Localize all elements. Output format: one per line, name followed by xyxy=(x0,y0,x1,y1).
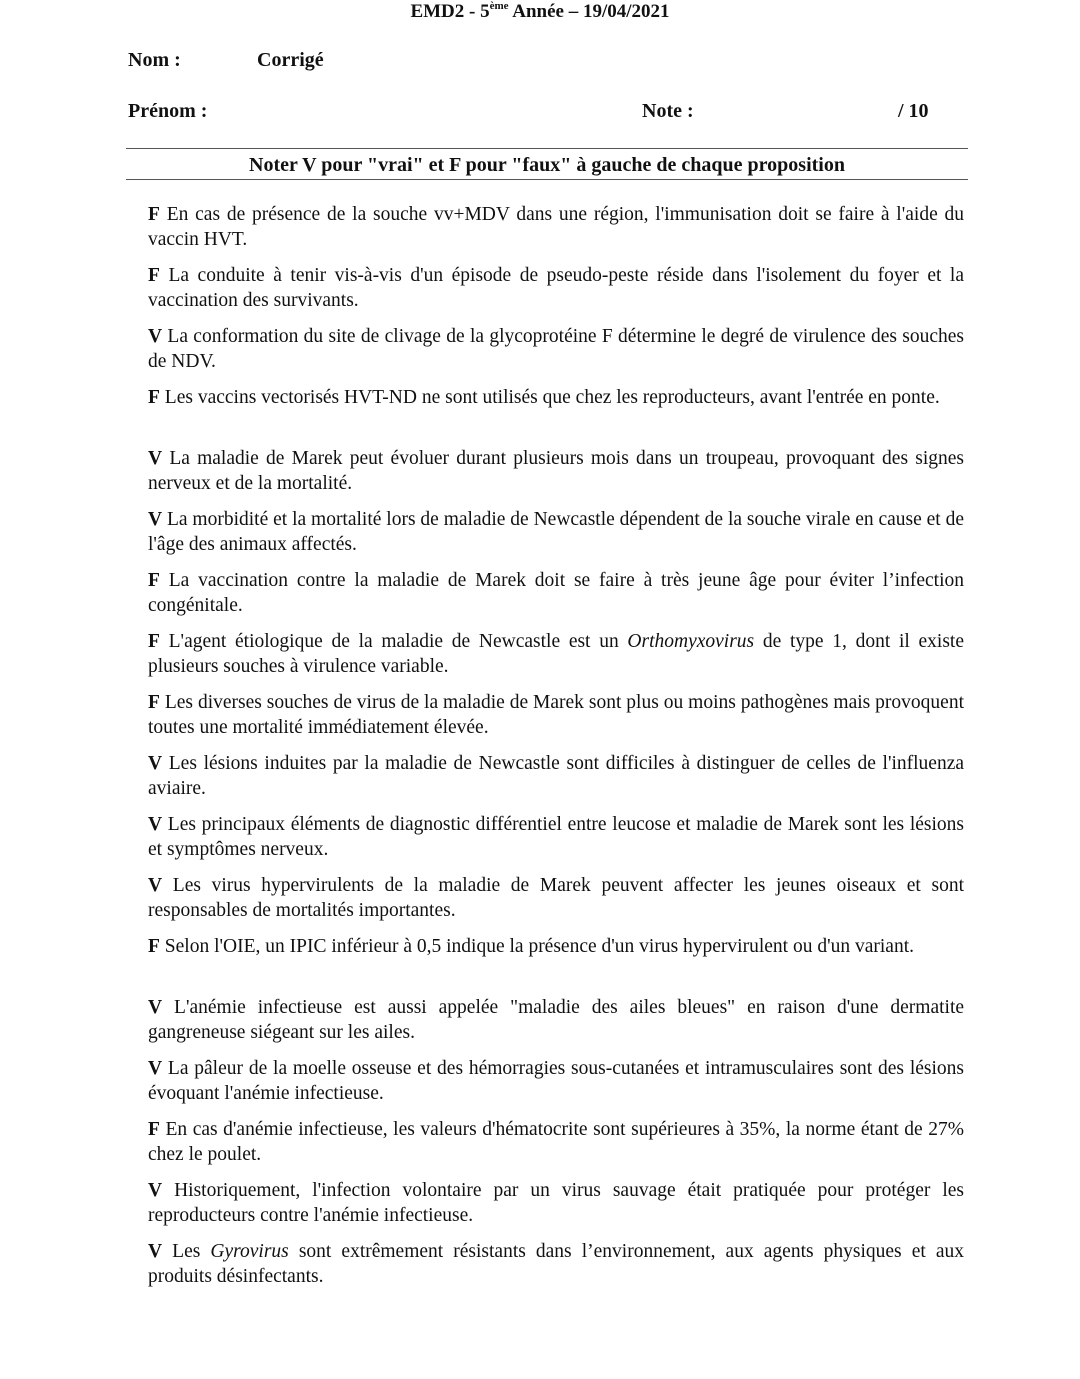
question-item xyxy=(148,1239,964,1289)
answer-mark: V xyxy=(148,326,163,347)
question-text-end: de type 1, dont il existe plusieurs souches à virulence variable. xyxy=(148,631,965,677)
question-text: En cas de présence de la souche vv+MDV dans une région, l'immunisation doit se faire à l'aide du vaccin HVT. xyxy=(148,204,964,250)
question-list xyxy=(148,202,964,1300)
question-item xyxy=(148,324,964,374)
answer-mark: V xyxy=(148,1058,163,1079)
answer-mark: V xyxy=(148,997,163,1018)
question-text: Les principaux éléments de diagnostic différentiel entre leucose et maladie de Marek sont les lésions et symptômes nerveux. xyxy=(148,814,965,860)
answer-mark: V xyxy=(148,875,163,896)
question-text: La maladie de Marek peut évoluer durant plusieurs mois dans un troupeau, provoquant des signes nerveux et de la mortalité. xyxy=(148,448,964,494)
answer-mark: F xyxy=(148,204,160,225)
answer-mark: F xyxy=(148,570,160,591)
answer-mark: F xyxy=(148,631,160,652)
exam-title-sup: ème xyxy=(489,0,509,12)
question-item xyxy=(148,812,964,862)
question-text: La morbidité et la mortalité lors de maladie de Newcastle dépendent de la souche virale en cause et de l'âge des animaux affectés. xyxy=(148,509,965,555)
bottom-divider xyxy=(126,179,968,180)
question-text: Les diverses souches de virus de la maladie de Marek sont plus ou moins pathogènes mais provoquent toutes une mortalité immédiatement élevée. xyxy=(148,692,964,738)
question-item xyxy=(148,263,964,313)
question-item xyxy=(148,934,964,984)
answer-mark: F xyxy=(148,265,160,286)
exam-title-date: Année – 19/04/2021 xyxy=(508,1,670,22)
instruction: Noter V pour "vrai" et F pour "faux" à gauche de chaque proposition xyxy=(249,154,845,176)
answer-mark: F xyxy=(148,1119,160,1140)
question-text: Les lésions induites par la maladie de Newcastle sont difficiles à distinguer de celles de l'influenza aviaire. xyxy=(148,753,964,799)
question-item xyxy=(148,1178,964,1228)
exam-title-main: EMD2 - 5 xyxy=(410,1,490,22)
question-item xyxy=(148,629,964,679)
question-text: En cas d'anémie infectieuse, les valeurs d'hématocrite sont supérieures à 35%, la norme étant de 27% chez le poulet. xyxy=(148,1119,964,1165)
question-text: Les xyxy=(172,1241,211,1262)
question-text: La pâleur de la moelle osseuse et des hémorragies sous-cutanées et intramusculaires sont des lésions évoquant l'anémie infectieuse. xyxy=(148,1058,964,1104)
question-text-end: sont extrêmement résistants dans l’environnement, aux agents physiques et aux produits désinfectants. xyxy=(148,1241,965,1287)
answer-mark: F xyxy=(148,692,160,713)
question-text: Selon l'OIE, un IPIC inférieur à 0,5 indique la présence d'un virus hypervirulent ou d'un variant. xyxy=(164,936,914,957)
question-item xyxy=(148,1117,964,1167)
nom-value: Corrigé xyxy=(257,49,324,71)
answer-mark: F xyxy=(148,387,160,408)
question-item xyxy=(148,751,964,801)
question-text: L'anémie infectieuse est aussi appelée "maladie des ailes bleues" en raison d'une dermatite gangreneuse siégeant sur les ailes. xyxy=(148,997,965,1043)
note-label: Note : xyxy=(642,100,694,122)
answer-mark: F xyxy=(148,936,160,957)
question-text: La conduite à tenir vis-à-vis d'un épisode de pseudo-peste réside dans l'isolement du foyer et la vaccination des survivants. xyxy=(148,265,965,311)
nom-label: Nom : xyxy=(128,49,181,71)
answer-mark: V xyxy=(148,1241,163,1262)
answer-mark: V xyxy=(148,753,163,774)
question-text: L'agent étiologique de la maladie de Newcastle est un xyxy=(168,631,628,652)
question-item xyxy=(148,446,964,496)
question-item xyxy=(148,995,964,1045)
question-text: Les virus hypervirulents de la maladie de Marek peuvent affecter les jeunes oiseaux et sont responsables de mortalités importantes. xyxy=(148,875,965,921)
answer-mark: V xyxy=(148,814,163,835)
question-text-italic: Gyrovirus xyxy=(210,1241,289,1262)
question-item xyxy=(148,1056,964,1106)
answer-mark: V xyxy=(148,1180,163,1201)
prenom-label: Prénom : xyxy=(128,100,208,122)
question-text-italic: Orthomyxovirus xyxy=(627,631,755,652)
question-item xyxy=(148,690,964,740)
note-max: / 10 xyxy=(898,100,929,122)
answer-mark: V xyxy=(148,509,163,530)
answer-mark: V xyxy=(148,448,163,469)
question-item xyxy=(148,507,964,557)
question-text: Les vaccins vectorisés HVT-ND ne sont utilisés que chez les reproducteurs, avant l'entrée en ponte. xyxy=(164,387,940,408)
top-divider xyxy=(126,148,968,149)
question-item xyxy=(148,385,964,435)
question-text: La vaccination contre la maladie de Marek doit se faire à très jeune âge pour éviter l’infection congénitale. xyxy=(148,570,964,616)
exam-title xyxy=(0,0,1080,24)
question-item xyxy=(148,202,964,252)
question-item xyxy=(148,873,964,923)
question-text: La conformation du site de clivage de la glycoprotéine F détermine le degré de virulence des souches de NDV. xyxy=(148,326,964,372)
question-text: Historiquement, l'infection volontaire par un virus sauvage était pratiquée pour protéger les reproducteurs contre l'anémie infectieuse. xyxy=(148,1180,964,1226)
question-item xyxy=(148,568,964,618)
